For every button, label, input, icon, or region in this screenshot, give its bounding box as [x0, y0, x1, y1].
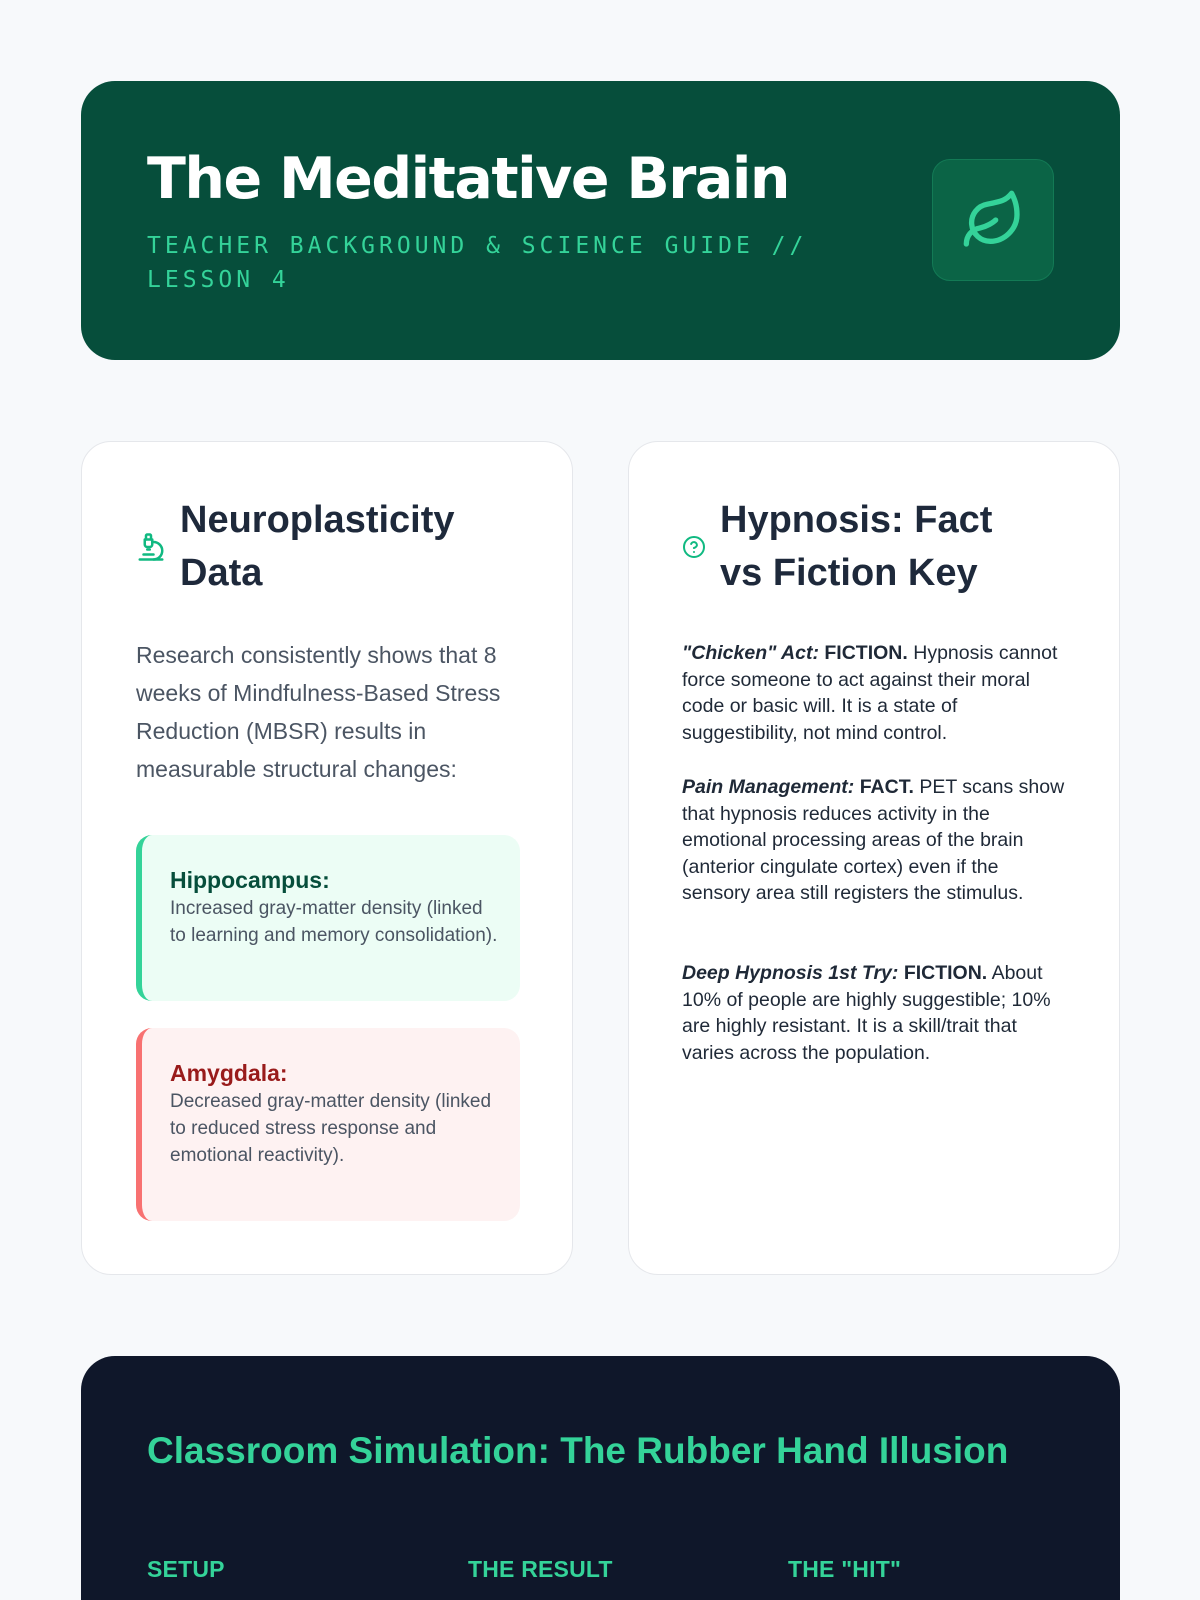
hippocampus-callout: [136, 835, 520, 1001]
neuroplasticity-card: [81, 441, 573, 1275]
amygdala-text: Decreased gray-matter density (linked to reduced stress response and emotional reactivity).: [170, 1091, 492, 1166]
neuroplasticity-header: [136, 494, 510, 600]
leaf-badge: [932, 159, 1054, 281]
fact-item: [682, 960, 1067, 1066]
hypnosis-header: [682, 494, 1040, 600]
page-title: The Meditative Brain: [147, 146, 789, 212]
page-subtitle: TEACHER BACKGROUND & SCIENCE GUIDE // LESSON 4: [147, 233, 808, 293]
fact-verdict: FICTION.: [824, 642, 908, 664]
hippocampus-text: Increased gray-matter density (linked to learning and memory consolidation).: [170, 898, 498, 946]
column-setup-heading: SETUP: [147, 1556, 225, 1582]
fact-item: [682, 640, 1067, 746]
column-result-heading: THE RESULT: [468, 1556, 613, 1582]
hypnosis-title: Hypnosis: Fact vs Fiction Key: [720, 499, 993, 594]
amygdala-label: Amygdala:: [170, 1060, 288, 1086]
neuroplasticity-title: Neuroplasticity Data: [180, 499, 455, 594]
simulation-panel: [81, 1356, 1120, 1600]
hypnosis-card: [628, 441, 1120, 1275]
fact-verdict: FICTION.: [903, 962, 988, 984]
fact-term: Pain Management:: [682, 776, 855, 798]
leaf-icon: [961, 188, 1025, 252]
neuroplasticity-lead: Research consistently shows that 8 weeks of Mindfulness-Based Stress Reduction (MBSR) results in measurable structural changes:: [136, 642, 501, 782]
fact-text: About 10% of people are highly suggestible; 10% are highly resistant. It is a skill/trait that varies across the population.: [682, 962, 1051, 1064]
fact-text: Hypnosis cannot force someone to act against their moral code or basic will. It is a state of suggestibility, not mind control.: [682, 642, 1058, 744]
microscope-icon: [136, 532, 166, 562]
hippocampus-label: Hippocampus:: [170, 867, 330, 893]
fact-item: [682, 774, 1067, 907]
simulation-title: Classroom Simulation: The Rubber Hand Illusion: [147, 1430, 1009, 1471]
fact-text: PET scans show that hypnosis reduces activity in the emotional processing areas of the brain (anterior cingulate cortex) even if the sensory area still registers the stimulus.: [682, 776, 1065, 905]
question-circle-icon: [682, 535, 706, 559]
fact-verdict: FACT.: [859, 776, 914, 798]
fact-term: "Chicken" Act:: [682, 642, 819, 664]
amygdala-callout: [136, 1028, 520, 1221]
fact-term: Deep Hypnosis 1st Try:: [682, 962, 899, 984]
column-hit-heading: THE "HIT": [788, 1556, 902, 1582]
hero-banner: [81, 81, 1120, 360]
